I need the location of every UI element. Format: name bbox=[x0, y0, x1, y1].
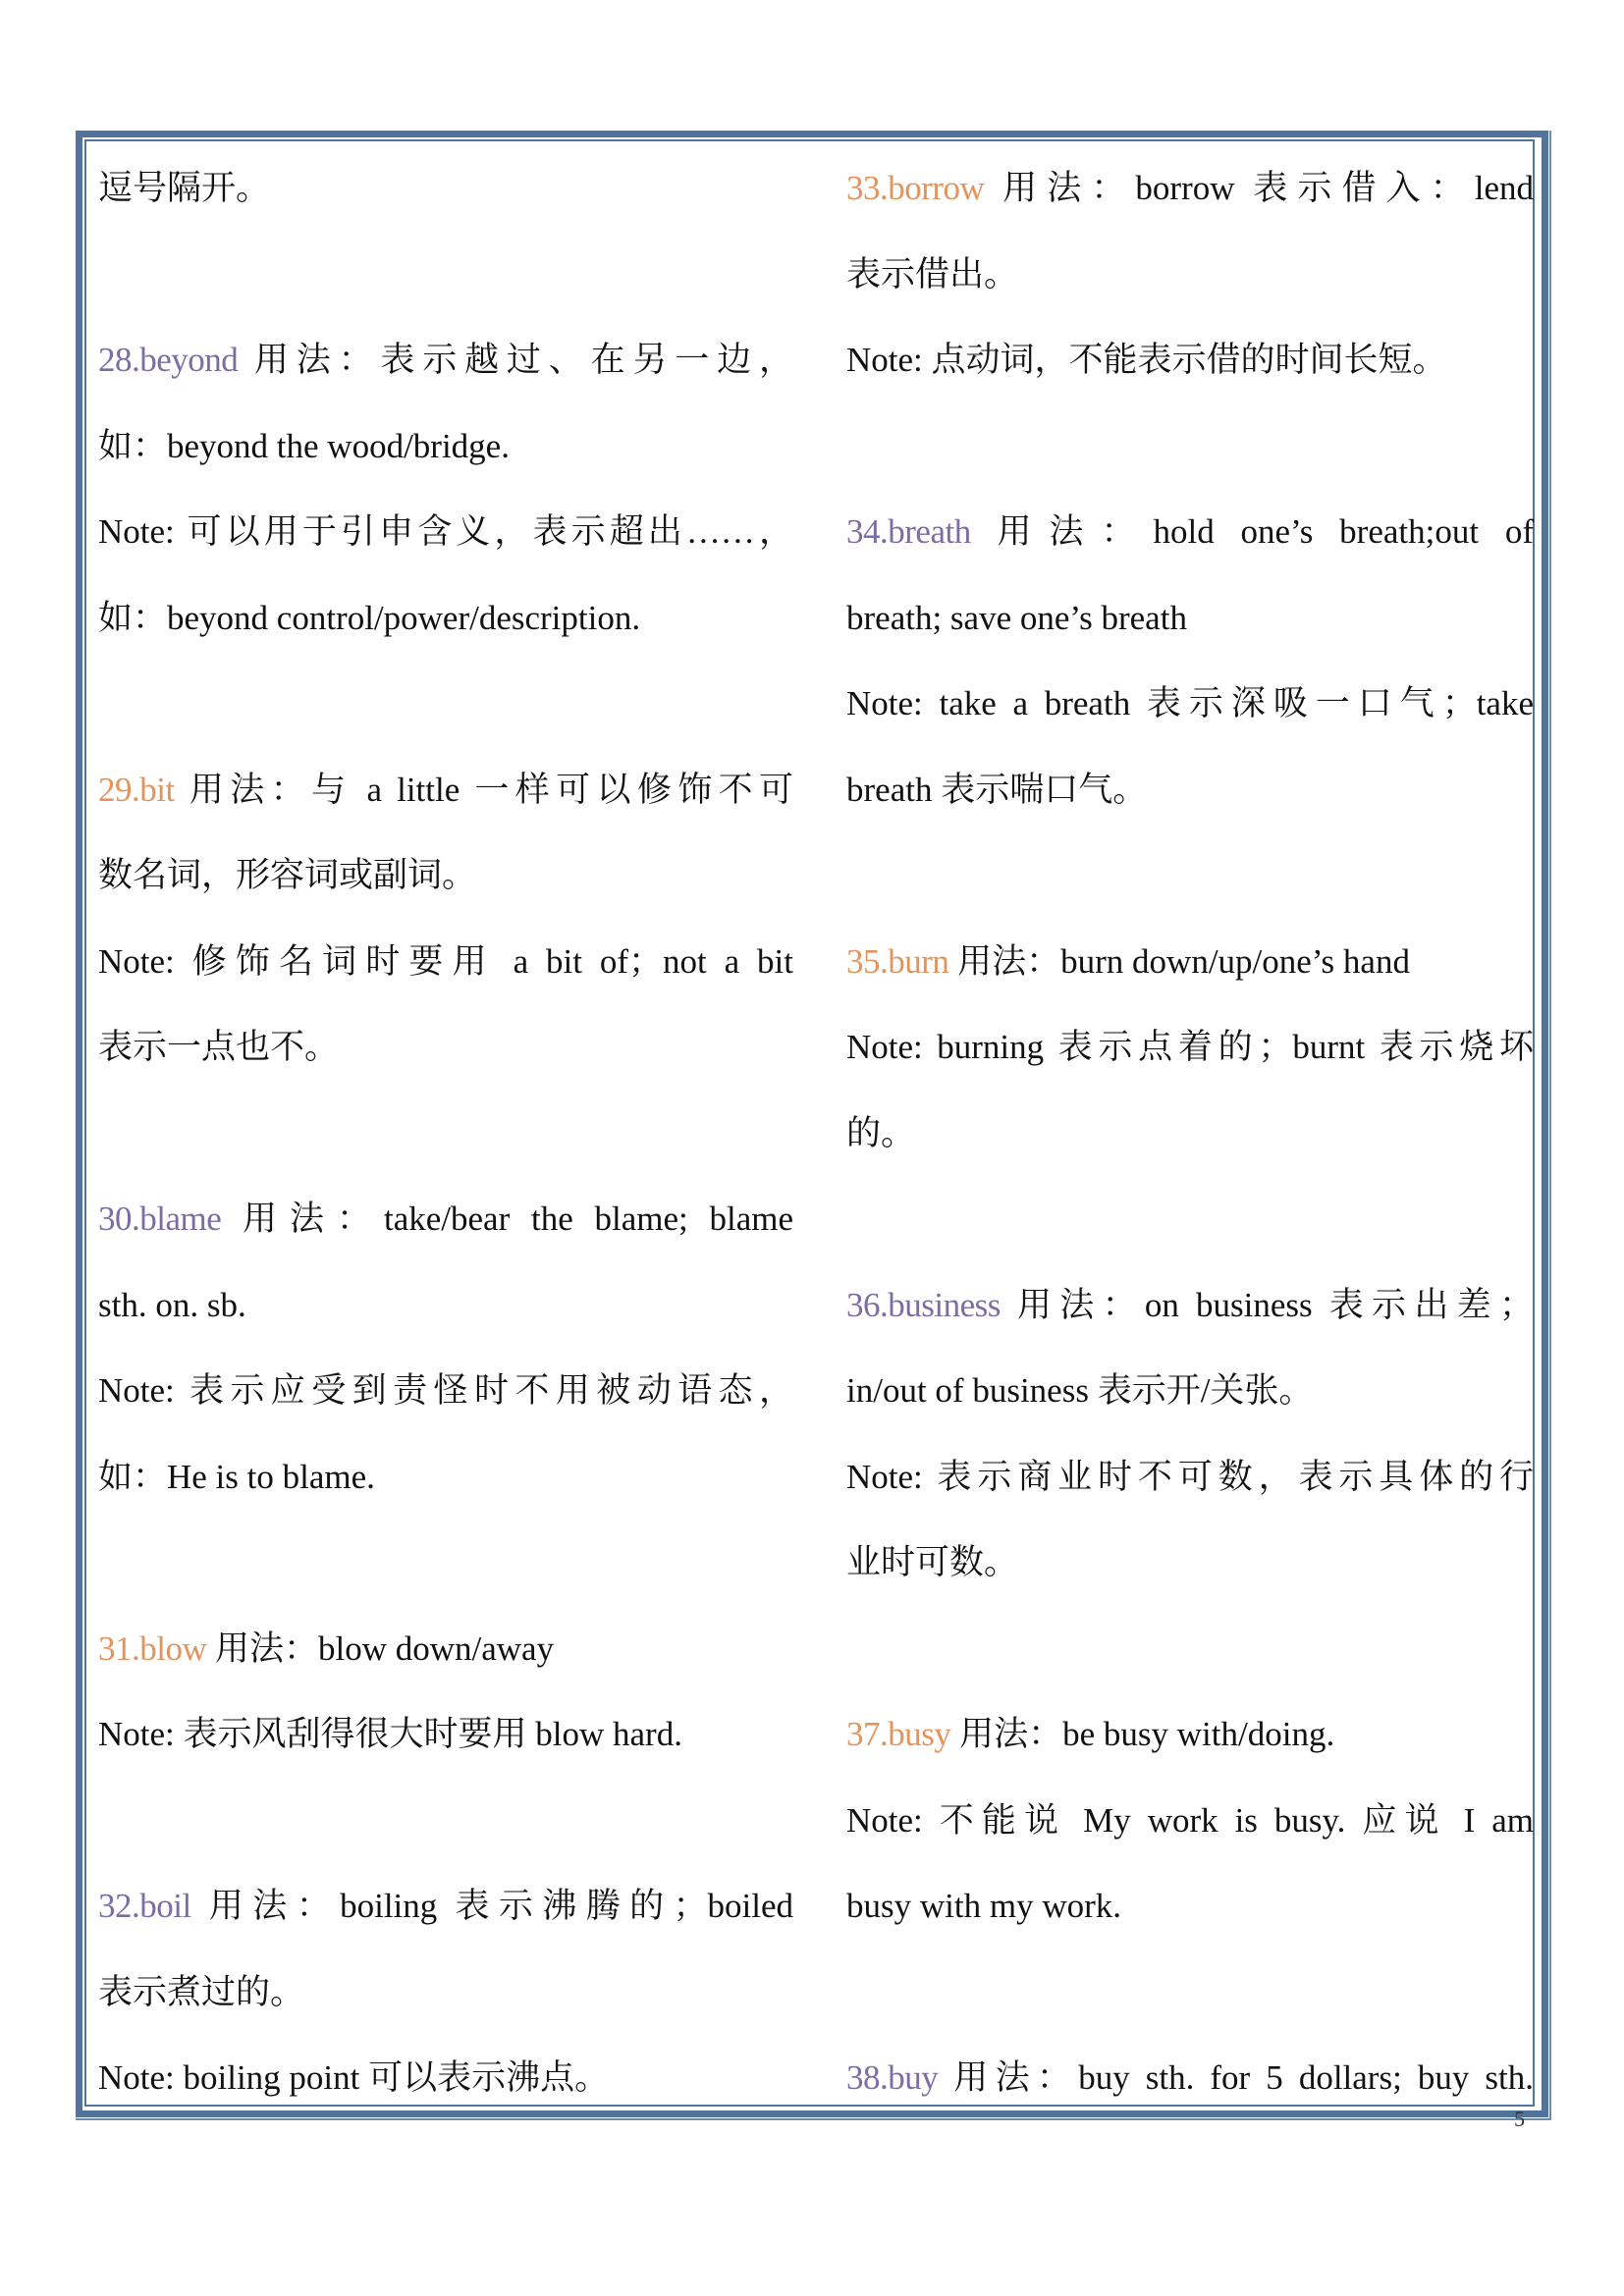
line-text: 用法：boiling 表示沸腾的；boiled bbox=[190, 1887, 793, 1925]
text-line bbox=[846, 1520, 1534, 1606]
line-text: Note: 表示风刮得很大时要用 blow hard. bbox=[98, 1715, 682, 1753]
entry-heading-bit bbox=[98, 747, 793, 833]
blank-line bbox=[98, 1778, 793, 1864]
entry-heading-beyond bbox=[98, 317, 793, 403]
text-line bbox=[98, 832, 793, 919]
blank-line bbox=[846, 1949, 1534, 2036]
line-text: 表示一点也不。 bbox=[98, 1028, 340, 1066]
text-line bbox=[98, 1262, 793, 1349]
blank-line bbox=[98, 1091, 793, 1177]
entry-heading-business bbox=[846, 1262, 1534, 1349]
entry-heading-burn bbox=[846, 919, 1534, 1005]
entry-heading-buy bbox=[846, 2035, 1534, 2121]
headword: 32.boil bbox=[98, 1887, 191, 1925]
headword: 33.borrow bbox=[846, 169, 985, 207]
text-line bbox=[98, 403, 793, 490]
line-text: 用法：buy sth. for 5 dollars; buy sth. bbox=[938, 2058, 1534, 2097]
blank-line bbox=[846, 403, 1534, 490]
text-line bbox=[98, 1434, 793, 1521]
line-text: breath 表示喘口气。 bbox=[846, 770, 1148, 809]
text-line bbox=[846, 1863, 1534, 1949]
line-text: Note: 表示商业时不可数，表示具体的行 bbox=[846, 1457, 1534, 1496]
headword: 28.beyond bbox=[98, 341, 239, 379]
blank-line bbox=[846, 1176, 1534, 1262]
line-text: 用法：take/bear the blame; blame bbox=[221, 1200, 793, 1238]
note-line bbox=[846, 1778, 1534, 1864]
line-text: Note: boiling point 可以表示沸点。 bbox=[98, 2058, 610, 2097]
line-text: Note: 表示应受到责怪时不用被动语态， bbox=[98, 1371, 793, 1410]
left-column bbox=[98, 145, 793, 2121]
line-text: Note: burning 表示点着的；burnt 表示烧坏 bbox=[846, 1028, 1534, 1066]
line-text: 用法：hold one’s breath;out of bbox=[970, 512, 1534, 551]
entry-heading-blame bbox=[98, 1176, 793, 1262]
line-text: 如：beyond control/power/description. bbox=[98, 598, 641, 637]
headword: 38.buy bbox=[846, 2058, 939, 2097]
line-text: busy with my work. bbox=[846, 1887, 1121, 1925]
text-line bbox=[98, 1949, 793, 2036]
note-line bbox=[846, 1004, 1534, 1091]
blank-line bbox=[98, 232, 793, 318]
note-line bbox=[846, 317, 1534, 403]
line-text: 的。 bbox=[846, 1113, 916, 1152]
note-line bbox=[98, 919, 793, 1005]
line-text: 表示借出。 bbox=[846, 254, 1019, 294]
text-line bbox=[846, 232, 1534, 318]
line-text: Note: 可以用于引申含义，表示超出……， bbox=[98, 512, 793, 551]
text-line bbox=[98, 1004, 793, 1091]
line-text: 用法：burn down/up/one’s hand bbox=[948, 941, 1410, 981]
blank-line bbox=[846, 832, 1534, 919]
blank-line bbox=[846, 1606, 1534, 1692]
text-line bbox=[846, 575, 1534, 662]
headword: 37.busy bbox=[846, 1715, 951, 1753]
note-line bbox=[98, 489, 793, 575]
entry-heading-busy bbox=[846, 1691, 1534, 1778]
line-text: 业时可数。 bbox=[846, 1543, 1019, 1581]
text-line bbox=[846, 747, 1534, 833]
entry-heading-blow bbox=[98, 1606, 793, 1692]
line-text: Note: 修饰名词时要用 a bit of；not a bit bbox=[98, 941, 793, 981]
blank-line bbox=[98, 661, 793, 747]
note-line bbox=[846, 661, 1534, 747]
line-text: Note: 点动词，不能表示借的时间长短。 bbox=[846, 341, 1447, 379]
line-text: 用法：表示越过、在另一边， bbox=[238, 341, 793, 379]
text-line bbox=[846, 1091, 1534, 1177]
right-column bbox=[846, 145, 1534, 2121]
headword: 34.breath bbox=[846, 512, 971, 551]
text-line bbox=[98, 575, 793, 662]
line-text: in/out of business 表示开/关张。 bbox=[846, 1371, 1314, 1410]
line-text: 用法：与 a little 一样可以修饰不可 bbox=[174, 770, 793, 809]
headword: 35.burn bbox=[846, 941, 949, 981]
entry-heading-boil bbox=[98, 1863, 793, 1949]
entry-heading-breath bbox=[846, 489, 1534, 575]
line-text: 如：beyond the wood/bridge. bbox=[98, 426, 510, 465]
line-text: 数名词，形容词或副词。 bbox=[98, 856, 477, 894]
note-line bbox=[98, 1691, 793, 1778]
note-line bbox=[98, 2035, 793, 2121]
line-text: 用法：borrow 表示借入：lend bbox=[984, 169, 1534, 207]
line-text: 用法：on business 表示出差； bbox=[1000, 1285, 1534, 1324]
note-line bbox=[846, 1434, 1534, 1521]
line-text: 逗号隔开。 bbox=[98, 169, 271, 207]
headword: 31.blow bbox=[98, 1629, 207, 1668]
line-text: breath; save one’s breath bbox=[846, 598, 1187, 637]
line-text: 用法：blow down/away bbox=[206, 1629, 555, 1668]
entry-heading-borrow bbox=[846, 145, 1534, 232]
headword: 30.blame bbox=[98, 1200, 222, 1238]
line-text: 表示煮过的。 bbox=[98, 1972, 305, 2011]
line-text: Note: take a breath 表示深吸一口气；take bbox=[846, 684, 1534, 722]
headword: 29.bit bbox=[98, 770, 175, 809]
line-text: sth. on. sb. bbox=[98, 1285, 246, 1324]
line-text: 如：He is to blame. bbox=[98, 1457, 375, 1496]
line-text: Note: 不能说 My work is busy. 应说 I am bbox=[846, 1800, 1534, 1840]
text-line bbox=[846, 1348, 1534, 1434]
blank-line bbox=[98, 1520, 793, 1606]
line-text: 用法：be busy with/doing. bbox=[950, 1715, 1335, 1753]
page-number: 5 bbox=[1514, 2107, 1525, 2131]
text-line bbox=[98, 145, 793, 232]
note-line bbox=[98, 1348, 793, 1434]
headword: 36.business bbox=[846, 1285, 1001, 1324]
